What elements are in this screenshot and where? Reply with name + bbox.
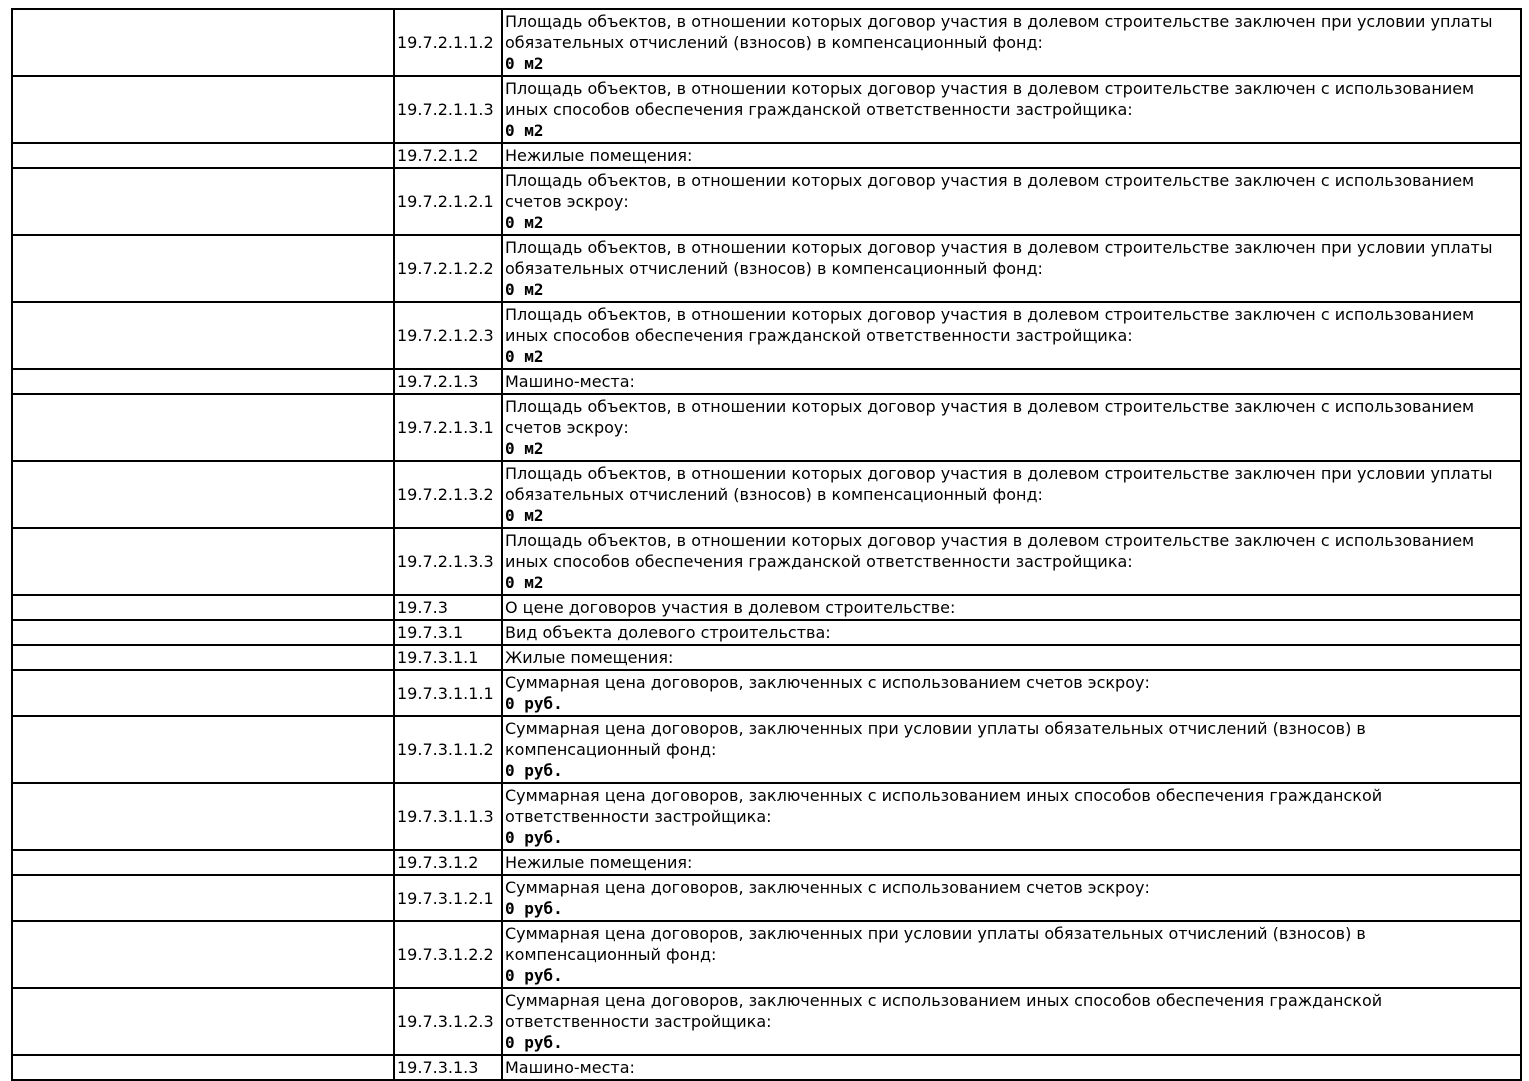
row-description: Площадь объектов, в отношении которых договор участия в долевом строительстве заключен с использованием иных способов обеспечения гражданской ответственности застройщика: xyxy=(505,79,1475,119)
attribute-cell-empty xyxy=(12,168,394,235)
attribute-cell-empty xyxy=(12,988,394,1055)
row-value: 0 м2 xyxy=(505,54,544,73)
row-number: 19.7.3.1.2.1 xyxy=(394,875,502,921)
row-value: 0 м2 xyxy=(505,439,544,458)
attribute-cell-empty xyxy=(12,461,394,528)
table-row xyxy=(12,1055,1521,1080)
table-row xyxy=(12,875,1521,921)
row-value: 0 м2 xyxy=(505,213,544,232)
row-value: 0 руб. xyxy=(505,899,563,918)
row-description: Жилые помещения: xyxy=(505,648,674,667)
row-content-cell xyxy=(502,670,1521,716)
attribute-cell-empty xyxy=(12,595,394,620)
row-description: Нежилые помещения: xyxy=(505,146,693,165)
row-description: Нежилые помещения: xyxy=(505,853,693,872)
table-row xyxy=(12,9,1521,76)
table-row xyxy=(12,988,1521,1055)
table-row xyxy=(12,461,1521,528)
row-number: 19.7.3.1.1.1 xyxy=(394,670,502,716)
row-content-cell xyxy=(502,369,1521,394)
row-description: Машино-места: xyxy=(505,1058,635,1077)
attribute-cell-empty xyxy=(12,850,394,875)
row-content-cell xyxy=(502,235,1521,302)
table-row xyxy=(12,302,1521,369)
table-row xyxy=(12,716,1521,783)
row-number: 19.7.2.1.3.3 xyxy=(394,528,502,595)
attribute-cell-empty xyxy=(12,528,394,595)
row-number: 19.7.3.1.2 xyxy=(394,850,502,875)
table-row xyxy=(12,369,1521,394)
row-content-cell xyxy=(502,461,1521,528)
row-description: Вид объекта долевого строительства: xyxy=(505,623,831,642)
attribute-cell-empty xyxy=(12,9,394,76)
table-row xyxy=(12,620,1521,645)
row-number: 19.7.2.1.1.3 xyxy=(394,76,502,143)
row-content-cell xyxy=(502,302,1521,369)
row-number: 19.7.2.1.3 xyxy=(394,369,502,394)
row-value: 0 м2 xyxy=(505,573,544,592)
table-row xyxy=(12,76,1521,143)
row-content-cell xyxy=(502,783,1521,850)
attribute-cell-empty xyxy=(12,76,394,143)
attribute-cell-empty xyxy=(12,394,394,461)
attribute-cell-empty xyxy=(12,1055,394,1080)
row-description: Суммарная цена договоров, заключенных с использованием иных способов обеспечения гражданской ответственности застройщика: xyxy=(505,991,1383,1031)
row-number: 19.7.2.1.2.1 xyxy=(394,168,502,235)
table-row xyxy=(12,168,1521,235)
attribute-cell-empty xyxy=(12,645,394,670)
table-row xyxy=(12,670,1521,716)
row-value: 0 м2 xyxy=(505,347,544,366)
row-number: 19.7.2.1.1.2 xyxy=(394,9,502,76)
row-content-cell xyxy=(502,1055,1521,1080)
row-content-cell xyxy=(502,595,1521,620)
row-value: 0 м2 xyxy=(505,121,544,140)
row-content-cell xyxy=(502,850,1521,875)
declaration-table-body xyxy=(12,9,1521,1080)
row-content-cell xyxy=(502,620,1521,645)
row-description: Машино-места: xyxy=(505,372,635,391)
project-declaration-table xyxy=(11,8,1522,1081)
attribute-cell-empty xyxy=(12,143,394,168)
table-row xyxy=(12,921,1521,988)
row-number: 19.7.3 xyxy=(394,595,502,620)
row-content-cell xyxy=(502,143,1521,168)
row-content-cell xyxy=(502,76,1521,143)
row-value: 0 м2 xyxy=(505,280,544,299)
attribute-cell-empty xyxy=(12,302,394,369)
row-number: 19.7.3.1 xyxy=(394,620,502,645)
row-description: Суммарная цена договоров, заключенных при условии уплаты обязательных отчислений (взносов) в компенсационный фонд: xyxy=(505,719,1366,759)
table-row xyxy=(12,850,1521,875)
row-description: Площадь объектов, в отношении которых договор участия в долевом строительстве заключен с использованием иных способов обеспечения гражданской ответственности застройщика: xyxy=(505,531,1475,571)
row-content-cell xyxy=(502,394,1521,461)
attribute-cell-empty xyxy=(12,235,394,302)
row-value: 0 руб. xyxy=(505,966,563,985)
row-description: Площадь объектов, в отношении которых договор участия в долевом строительстве заключен с использованием счетов эскроу: xyxy=(505,397,1475,437)
row-content-cell xyxy=(502,875,1521,921)
table-row xyxy=(12,645,1521,670)
attribute-cell-empty xyxy=(12,875,394,921)
row-value: 0 руб. xyxy=(505,761,563,780)
row-description: Площадь объектов, в отношении которых договор участия в долевом строительстве заключен с использованием счетов эскроу: xyxy=(505,171,1475,211)
row-content-cell xyxy=(502,528,1521,595)
row-number: 19.7.2.1.3.1 xyxy=(394,394,502,461)
row-description: Площадь объектов, в отношении которых договор участия в долевом строительстве заключен при условии уплаты обязательных отчислений (взносов) в компенсационный фонд: xyxy=(505,464,1493,504)
row-number: 19.7.3.1.3 xyxy=(394,1055,502,1080)
row-description: Суммарная цена договоров, заключенных с использованием счетов эскроу: xyxy=(505,673,1150,692)
table-row xyxy=(12,783,1521,850)
row-description: Площадь объектов, в отношении которых договор участия в долевом строительстве заключен при условии уплаты обязательных отчислений (взносов) в компенсационный фонд: xyxy=(505,238,1493,278)
table-row xyxy=(12,595,1521,620)
row-description: Суммарная цена договоров, заключенных с использованием счетов эскроу: xyxy=(505,878,1150,897)
attribute-cell-empty xyxy=(12,921,394,988)
row-number: 19.7.3.1.2.3 xyxy=(394,988,502,1055)
row-number: 19.7.3.1.2.2 xyxy=(394,921,502,988)
row-value: 0 руб. xyxy=(505,828,563,847)
attribute-cell-empty xyxy=(12,620,394,645)
row-number: 19.7.2.1.2 xyxy=(394,143,502,168)
table-row xyxy=(12,394,1521,461)
row-content-cell xyxy=(502,645,1521,670)
row-value: 0 м2 xyxy=(505,506,544,525)
attribute-cell-empty xyxy=(12,670,394,716)
table-row xyxy=(12,528,1521,595)
attribute-cell-empty xyxy=(12,369,394,394)
row-number: 19.7.2.1.2.3 xyxy=(394,302,502,369)
row-description: Суммарная цена договоров, заключенных при условии уплаты обязательных отчислений (взносов) в компенсационный фонд: xyxy=(505,924,1366,964)
row-content-cell xyxy=(502,988,1521,1055)
row-value: 0 руб. xyxy=(505,694,563,713)
row-number: 19.7.2.1.2.2 xyxy=(394,235,502,302)
row-description: Площадь объектов, в отношении которых договор участия в долевом строительстве заключен с использованием иных способов обеспечения гражданской ответственности застройщика: xyxy=(505,305,1475,345)
row-description: О цене договоров участия в долевом строительстве: xyxy=(505,598,956,617)
attribute-cell-empty xyxy=(12,716,394,783)
row-content-cell xyxy=(502,9,1521,76)
row-description: Суммарная цена договоров, заключенных с использованием иных способов обеспечения гражданской ответственности застройщика: xyxy=(505,786,1383,826)
row-content-cell xyxy=(502,716,1521,783)
attribute-cell-empty xyxy=(12,783,394,850)
row-value: 0 руб. xyxy=(505,1033,563,1052)
row-number: 19.7.2.1.3.2 xyxy=(394,461,502,528)
table-row xyxy=(12,235,1521,302)
row-content-cell xyxy=(502,921,1521,988)
row-number: 19.7.3.1.1 xyxy=(394,645,502,670)
row-number: 19.7.3.1.1.2 xyxy=(394,716,502,783)
row-description: Площадь объектов, в отношении которых договор участия в долевом строительстве заключен при условии уплаты обязательных отчислений (взносов) в компенсационный фонд: xyxy=(505,12,1493,52)
row-number: 19.7.3.1.1.3 xyxy=(394,783,502,850)
row-content-cell xyxy=(502,168,1521,235)
table-row xyxy=(12,143,1521,168)
